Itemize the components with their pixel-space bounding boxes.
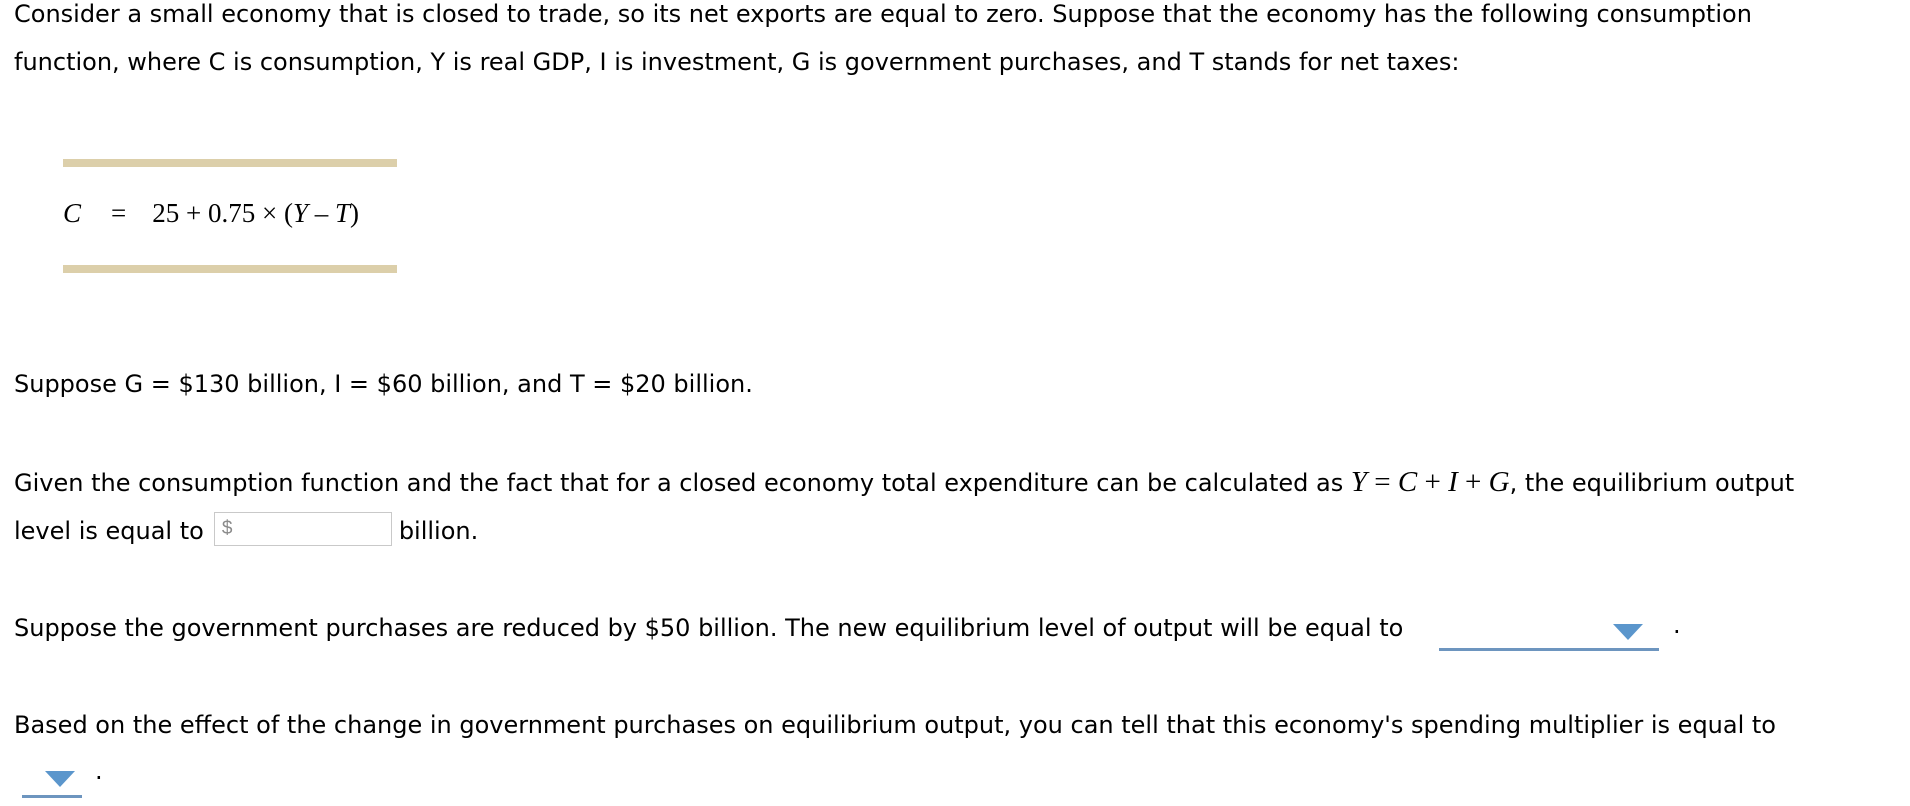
chevron-down-icon [45, 771, 75, 787]
equation-rule-top [63, 159, 397, 167]
period: . [95, 757, 103, 785]
consumption-equation [63, 198, 359, 229]
intro-line-1: Consider a small economy that is closed to trade, so its net exports are equal to zero. Suppose that the economy has the following consumption [14, 0, 1752, 28]
multiplier-dropdown[interactable] [22, 771, 82, 798]
dollar-prefix: $ [221, 518, 233, 539]
gov-purchases-question: Suppose the government purchases are reduced by $50 billion. The new equilibrium level of output will be equal to [14, 614, 1404, 642]
new-equilibrium-dropdown[interactable] [1439, 624, 1659, 651]
equilibrium-question-line2: level is equal to [14, 517, 204, 545]
equation-rhs: 25 + 0.75 × (Y – T) [152, 198, 360, 228]
equilibrium-question [14, 458, 1794, 555]
expenditure-formula: Y = C + I + G [1350, 466, 1510, 498]
multiplier-question: Based on the effect of the change in government purchases on equilibrium output, you can tell that this economy's spending multiplier is equal to [14, 711, 1776, 739]
equilibrium-question-tail: , the equilibrium output [1509, 469, 1795, 497]
equation-equals: = [111, 198, 127, 228]
given-values: Suppose G = $130 billion, I = $60 billion, and T = $20 billion. [14, 370, 753, 398]
equation-lhs: C [63, 198, 82, 228]
equation-rule-bottom [63, 265, 397, 273]
intro-paragraph [14, 0, 1752, 86]
chevron-down-icon [1613, 624, 1643, 640]
equilibrium-output-box[interactable] [214, 512, 392, 546]
equilibrium-output-input[interactable] [237, 515, 387, 543]
intro-line-2: function, where C is consumption, Y is real GDP, I is investment, G is government purchases, and T stands for net taxes: [14, 48, 1460, 76]
equilibrium-question-text: Given the consumption function and the fact that for a closed economy total expenditure can be calculated as [14, 469, 1344, 497]
period: . [1673, 611, 1681, 639]
billion-label: billion. [398, 517, 479, 545]
